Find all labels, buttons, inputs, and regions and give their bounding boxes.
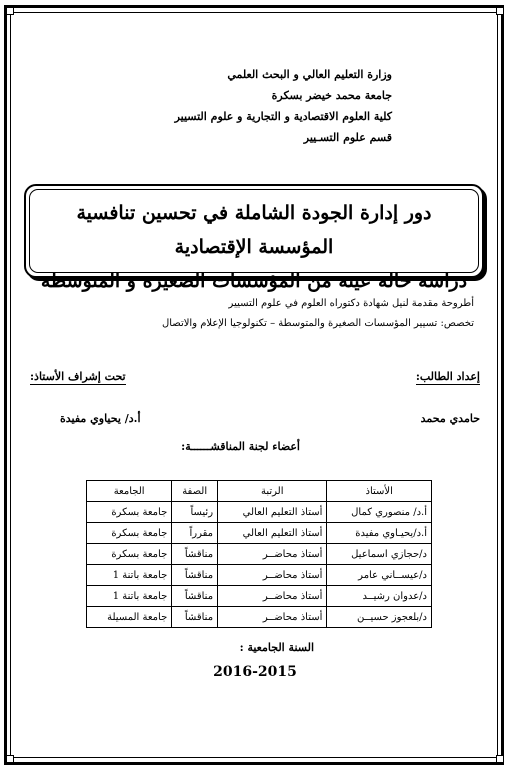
- header-university: الجامعة: [87, 481, 172, 502]
- cell-university: جامعة باتنة 1: [87, 565, 172, 586]
- table-row: [87, 586, 432, 607]
- cell-rank: أستاذ التعليم العالي: [218, 523, 327, 544]
- table-row: [87, 544, 432, 565]
- thesis-subtitle: [34, 294, 474, 334]
- thesis-title-line2: دراسة حالة عينة من المؤسسات الصغيرة و المتوسطة: [40, 270, 468, 292]
- title-box: [24, 184, 484, 292]
- table-row: [87, 523, 432, 544]
- header-rank: الرتبة: [218, 481, 327, 502]
- cell-professor: د/بلعجوز حسيــن: [327, 607, 432, 628]
- supervisor-label: تحت إشراف الأستاذ:: [30, 370, 126, 383]
- supervisor-name: أ.د/ يحياوي مفيدة: [60, 412, 141, 425]
- student-label: إعداد الطالب:: [415, 370, 480, 383]
- faculty-name: كلية العلوم الاقتصادية و التجارية و علوم التسيير: [174, 110, 392, 123]
- student-name: حامدي محمد: [420, 412, 480, 425]
- corner-ornament-bl: [6, 755, 14, 763]
- committee-table: [86, 480, 432, 628]
- table-row: [87, 607, 432, 628]
- cell-role: مناقشاً: [172, 586, 218, 607]
- institution-header: [92, 64, 392, 148]
- cell-rank: أستاذ محاضــر: [218, 544, 327, 565]
- academic-year-label: السنة الجامعية :: [239, 641, 314, 654]
- committee-table-header: [87, 481, 432, 502]
- header-role: الصفة: [172, 481, 218, 502]
- ministry-name: وزارة التعليم العالي و البحث العلمي: [227, 68, 392, 81]
- thesis-title-line1: دور إدارة الجودة الشاملة في تحسين تنافسية المؤسسة الإقتصادية: [76, 202, 432, 258]
- cell-university: جامعة المسيلة: [87, 607, 172, 628]
- thesis-title: [36, 196, 472, 298]
- corner-ornament-br: [496, 755, 504, 763]
- cell-university: جامعة بسكرة: [87, 523, 172, 544]
- cell-rank: أستاذ التعليم العالي: [218, 502, 327, 523]
- cell-university: جامعة بسكرة: [87, 502, 172, 523]
- cell-professor: د/حجازي اسماعيل: [327, 544, 432, 565]
- table-row: [87, 502, 432, 523]
- corner-ornament-tl: [6, 7, 14, 15]
- cell-role: مقرراً: [172, 523, 218, 544]
- cell-professor: د/عيســاني عامر: [327, 565, 432, 586]
- cell-professor: أ.د/يحيـاوي مفيدة: [327, 523, 432, 544]
- cell-role: مناقشاً: [172, 544, 218, 565]
- specialization: تخصص: تسيير المؤسسات الصغيرة والمتوسطة – تكنولوجيا الإعلام والاتصال: [161, 318, 474, 329]
- corner-ornament-tr: [496, 7, 504, 15]
- department-name: قسم علوم التسـيير: [303, 131, 392, 144]
- cell-rank: أستاذ محاضــر: [218, 565, 327, 586]
- cell-role: رئيساً: [172, 502, 218, 523]
- cell-university: جامعة باتنة 1: [87, 586, 172, 607]
- cell-role: مناقشاً: [172, 607, 218, 628]
- cell-rank: أستاذ محاضــر: [218, 607, 327, 628]
- committee-title: أعضاء لجنة المناقشــــــة:: [181, 440, 300, 453]
- university-name: جامعة محمد خيضر بسكرة: [271, 89, 392, 102]
- header-professor: الأستاذ: [327, 481, 432, 502]
- cell-role: مناقشاً: [172, 565, 218, 586]
- cell-professor: أ.د/ منصوري كمال: [327, 502, 432, 523]
- cell-university: جامعة بسكرة: [87, 544, 172, 565]
- degree-statement: أطروحة مقدمة لنيل شهادة دكتوراه العلوم في علوم التسيير: [228, 298, 474, 309]
- cell-professor: د/عدوان رشيــد: [327, 586, 432, 607]
- academic-year: 2016-2015: [213, 664, 297, 680]
- cell-rank: أستاذ محاضــر: [218, 586, 327, 607]
- table-row: [87, 565, 432, 586]
